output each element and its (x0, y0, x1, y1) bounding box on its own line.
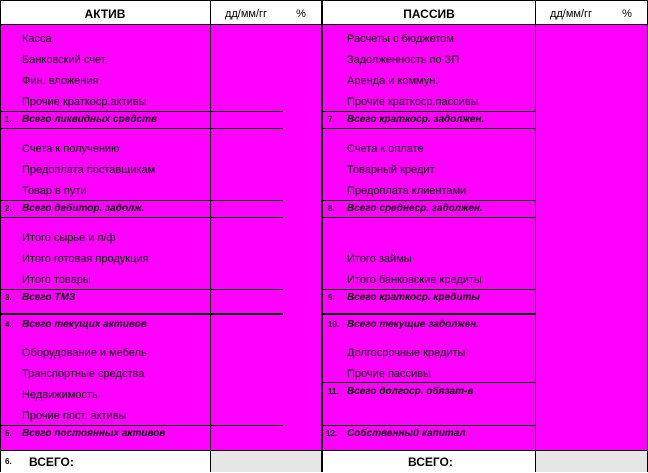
liability-item: Товарный кредит (347, 164, 435, 176)
asset-item: Прочие краткоср.активы (22, 96, 147, 108)
grid-line (535, 450, 536, 472)
asset-total: Всего постоянных активов (22, 428, 166, 439)
grid-line (0, 200, 283, 201)
total-number: 4. (5, 320, 12, 329)
total-number: 7. (328, 115, 335, 124)
grid-line (0, 0, 1, 472)
assets-grand-total-label: ВСЕГО: (29, 455, 74, 469)
asset-item: Предоплата поставщикам (22, 164, 156, 176)
total-number: 10. (328, 320, 340, 329)
grid-line (0, 425, 283, 426)
assets-grand-total-value (211, 451, 321, 472)
grid-line (322, 111, 535, 112)
grid-line (210, 0, 211, 472)
liabilities-date-label: дд/мм/гг (549, 8, 593, 20)
total-number: 9. (328, 293, 335, 302)
grid-line (322, 217, 535, 218)
grid-line (322, 200, 535, 201)
grid-line (322, 128, 535, 129)
asset-total: Всего ТМЗ (22, 292, 76, 303)
liability-item: Прочие краткоср.пассивы (347, 96, 479, 108)
asset-item: Итого сырье и п/ф (22, 232, 116, 244)
grid-line (322, 313, 535, 315)
total-number: 1. (5, 115, 12, 124)
asset-item: Товар в пути (22, 185, 87, 197)
grid-line (0, 24, 648, 25)
asset-item: Банковский счет (22, 54, 106, 66)
liabilities-grand-total-value (536, 451, 647, 472)
total-number: 2. (5, 204, 12, 213)
total-number: 8. (328, 204, 335, 213)
liabilities-pct-label: % (622, 8, 632, 20)
asset-item: Касса (22, 33, 52, 45)
asset-item: Итого готовая продукция (22, 253, 149, 265)
liability-total: Всего краткоср. задолжен. (347, 114, 485, 125)
grid-line (322, 382, 535, 383)
liabilities-title: ПАССИВ (403, 7, 455, 21)
grid-line (0, 450, 1, 472)
liability-item: Итого займы (347, 253, 412, 265)
liability-item: Предоплата клиентами (347, 185, 467, 197)
liability-total: Собственный капитал (347, 428, 466, 439)
grid-line (322, 450, 323, 472)
liability-item: Счета к оплате (347, 143, 424, 155)
assets-date-label: дд/мм/гг (224, 8, 268, 20)
grid-line (0, 128, 283, 129)
assets-pct-label: % (296, 8, 306, 20)
asset-item: Оборудование и мебель (22, 347, 147, 359)
total-number: 5. (5, 429, 12, 438)
liability-item: Итого банковские кредиты (347, 274, 482, 286)
total-number: 3. (5, 293, 12, 302)
grid-line (322, 0, 323, 472)
grid-line (535, 0, 536, 472)
liability-item: Прочие пассивы (347, 368, 431, 380)
liability-total: Всего среднеср. задолжен. (347, 203, 483, 214)
grid-line (210, 450, 211, 472)
asset-item: Фин. вложения (22, 75, 99, 87)
grid-line (0, 111, 283, 112)
grid-line (0, 289, 283, 290)
liability-item: Долгосрочные кредиты (347, 347, 466, 359)
asset-total: Всего текущих активов (22, 319, 147, 330)
liability-item: Аренда и коммун. (347, 75, 439, 87)
asset-total: Всего ликвидных средств (22, 114, 157, 125)
liability-total: Всего текущие задолжен. (347, 319, 480, 330)
liabilities-grand-total-label: ВСЕГО: (408, 455, 453, 469)
asset-item: Счета к получению (22, 143, 120, 155)
assets-title: АКТИВ (84, 7, 126, 21)
asset-item: Транспортные средства (22, 368, 145, 380)
grid-line (0, 217, 283, 218)
liability-total: Всего краткоср. кредиты (347, 292, 480, 303)
asset-item: Итого товары (22, 274, 91, 286)
grid-line (322, 425, 535, 426)
total-number: 6. (5, 457, 12, 466)
liability-item: Расчеты с бюджетом (347, 33, 454, 45)
asset-item: Недвижимость (22, 389, 98, 401)
asset-total: Всего дебитор. задолж. (22, 203, 145, 214)
asset-item: Прочие пост. активы (22, 410, 127, 422)
total-number: 12. (326, 429, 338, 438)
liability-total: Всего долгоср. обязат-в (347, 386, 474, 397)
grid-line (0, 0, 648, 1)
grid-line (0, 313, 283, 315)
grid-line (322, 289, 535, 290)
liability-item: Задолженность по ЗП (347, 54, 460, 66)
total-number: 11. (328, 387, 339, 396)
